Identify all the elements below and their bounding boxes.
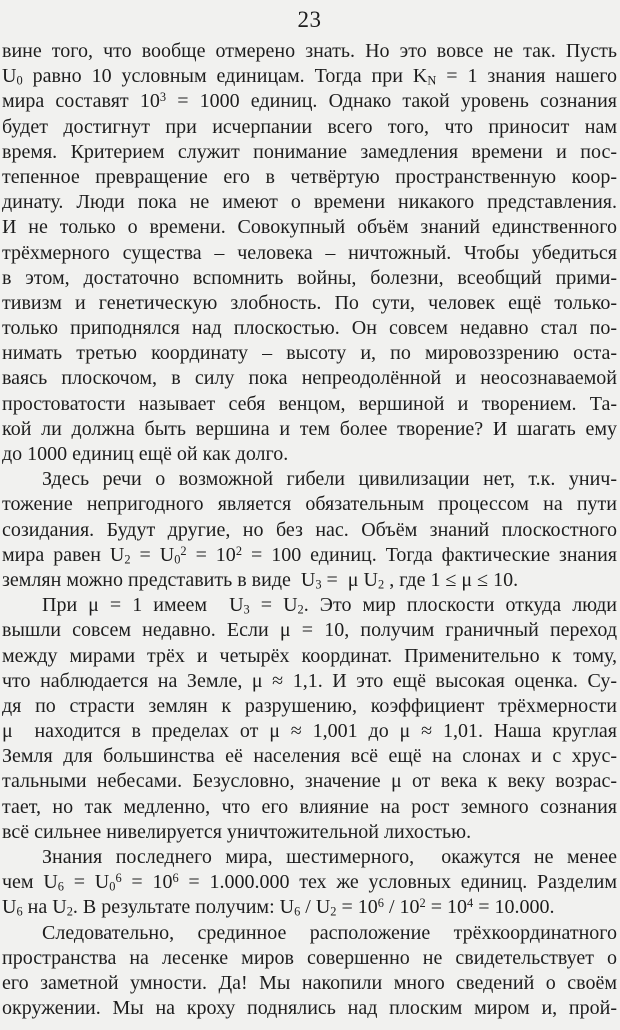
- text-line: При μ = 1 имеем $U_3 = U_2$. Это мир плоскости откуда люди: [42, 594, 617, 617]
- superscript: 6: [115, 871, 122, 885]
- text-line: чем $U_6 = U_0^6 = 10^6 = 1.000.000$ тех же условных единиц. Разделим: [2, 871, 617, 894]
- text-line: тожение непригодного является обязательным процессом на пути: [2, 493, 617, 516]
- superscript: 2: [419, 896, 426, 911]
- text-line: тает, но так медленно, что его влияние на рост земного сознания: [2, 795, 617, 818]
- text-line: тепенное превращение его в четвёртую пространственную коор-: [2, 165, 617, 188]
- text-line: простоватости называет себя венцом, вершиной и творением. Та-: [2, 392, 617, 415]
- text-line: вышли совсем недавно. Если μ = 10, получим граничный переход: [2, 619, 617, 642]
- text-line: окружении. Мы на кроху поднялись над плоским миром и, прой-: [2, 997, 617, 1020]
- superscript: 6: [172, 871, 179, 885]
- superscript: 4: [467, 896, 474, 911]
- text-line: будет достигнут при исчерпании всего того, что приносит нам: [2, 115, 617, 138]
- subscript: 0: [174, 552, 181, 567]
- text-line: между мирами трёх и четырёх координат. Применительно к тому,: [2, 644, 617, 667]
- text-line: Здесь речи о возможной гибели цивилизации нет, т.к. унич-: [42, 468, 617, 491]
- text-line: дя по страсти землян к разрушению, коэффициент трёхмерности: [2, 694, 617, 717]
- subscript: 6: [57, 879, 64, 894]
- text-line: тивизм и генетическую злобность. По сути, человек ещё только-: [2, 291, 617, 314]
- subscript: 0: [109, 879, 116, 894]
- superscript: 6: [377, 896, 384, 911]
- subscript: 6: [16, 905, 23, 920]
- text-line: созидания. Будут другие, но без нас. Объём знаний плоскостного: [2, 518, 617, 541]
- text-line: что наблюдается на Земле, μ ≈ 1,1. И это ещё высокая оценка. Су-: [2, 669, 617, 692]
- text-body: [2, 39, 617, 1021]
- page-number: 23: [297, 7, 322, 32]
- text-line: $U_6$ на $U_2$. В результате получим: $U_6 / U_2 = 10^6 / 10^2 = 10^4 = 10.000$.: [2, 896, 555, 920]
- subscript: 0: [16, 73, 23, 88]
- subscript: 2: [377, 577, 385, 592]
- subscript: 2: [124, 552, 131, 567]
- text-line: время. Критерием служит понимание замедления времени и пос-: [2, 140, 617, 163]
- superscript: 2: [180, 543, 187, 558]
- subscript: 3: [315, 577, 322, 592]
- subscript: 3: [243, 602, 250, 617]
- text-line: Знания последнего мира, шестимерного, окажутся не менее: [42, 846, 617, 868]
- text-line: землян можно представить в виде $U_3 = \mu$ $U_2$ , где 1 ≤ μ ≤ 10.: [2, 568, 519, 592]
- subscript: 6: [294, 905, 301, 920]
- text-line: $U_0$ равно 10 условным единицам. Тогда при $K_N = 1$ знания нашего: [2, 65, 617, 88]
- text-line: тальными небесами. Безусловно, значение μ от века к веку возрас-: [2, 770, 617, 793]
- text-line: вине того, что вообще отмерено знать. Но это вовсе не так. Пусть: [2, 40, 617, 62]
- subscript: 2: [297, 602, 304, 617]
- text-line: нимать третью координату – высоту и, по мировоззрению оста-: [2, 342, 617, 365]
- text-line: только приподнялся над плоскостью. Он совсем недавно стал по-: [2, 317, 617, 340]
- text-line: в этом, достаточно вспомнить войны, болезни, всеобщий прими-: [2, 266, 617, 289]
- text-line: ваясь плоскочом, в силу пока непреодолённой и неосознаваемой: [2, 367, 617, 390]
- text-line: его заметной умности. Да! Мы накопили много сведений о своём: [2, 971, 617, 994]
- text-line: мира равен $U_2 = U_0^2 = 10^2 = 100$ единиц. Тогда фактические знания: [2, 543, 617, 567]
- subscript: N: [427, 73, 437, 88]
- subscript: 2: [66, 905, 73, 920]
- text-line: И не только о времени. Совокупный объём знаний единственного: [2, 216, 617, 239]
- text-line: пространства на лесенке миров совершенно не свидетельствует о: [2, 946, 617, 969]
- text-line: кой ли должна быть вершина и тем более творение? И шагать ему: [2, 417, 617, 440]
- superscript: 2: [235, 543, 243, 558]
- text-line: Следовательно, срединное расположение трёхкоординатного: [42, 921, 617, 944]
- text-line: всё сильнее нивелируется уничтожительной лихостью.: [2, 820, 472, 843]
- text-line: μ находится в пределах от μ ≈ 1,001 до μ ≈ 1,01. Наша круглая: [2, 720, 617, 743]
- text-line: мира составят $10^3 = 1000$ единиц. Однако такой уровень сознания: [2, 90, 617, 113]
- text-line: Земля для большинства её населения всё ещё на слонах и с хрус-: [2, 745, 617, 768]
- text-line: трёхмерного существа – человека – ничтожный. Чтобы убедиться: [2, 241, 617, 264]
- superscript: 3: [159, 90, 167, 105]
- text-line: динату. Люди пока не имеют о времени никакого представления.: [2, 191, 617, 214]
- subscript: 2: [330, 905, 337, 920]
- text-line: до 1000 единиц ещё ой как долго.: [2, 443, 289, 465]
